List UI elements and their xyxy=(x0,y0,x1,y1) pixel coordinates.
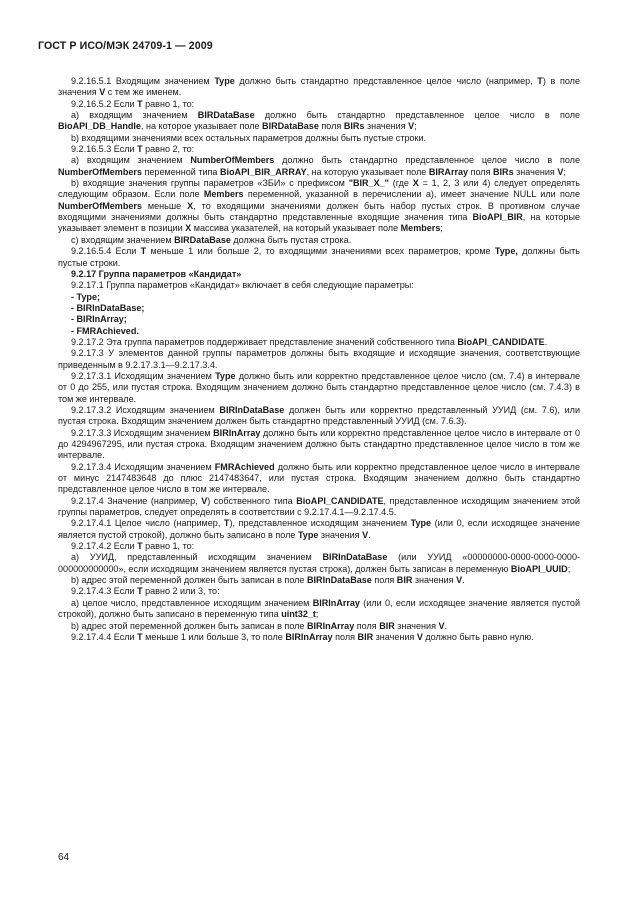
bold-text-run: BIR xyxy=(396,575,413,586)
text-run: 9.2.17.4.4 Если xyxy=(71,631,138,642)
text-run: переменной типа xyxy=(141,166,220,177)
text-run: должны быть пустые строки. xyxy=(58,246,580,268)
bold-text-run: BIRInDataBase xyxy=(322,552,388,563)
bold-text-run: V xyxy=(416,631,423,642)
bold-text-run: V xyxy=(99,87,106,98)
text-run: b) адрес этой переменной должен быть записан в поле xyxy=(71,575,307,586)
page-number: 64 xyxy=(58,852,70,863)
bold-text-run: BIRInDataBase xyxy=(306,575,372,586)
bold-text-run: Members xyxy=(400,223,441,234)
text-run: , представленное исходящим значением этой группы параметров, следует определять в соответствии с 9.2.17.4.1—9.2.17.4.5. xyxy=(58,495,580,518)
bold-text-run: T xyxy=(223,518,230,529)
bold-text-run: Type xyxy=(410,518,432,529)
text-run: b) входящими значениями всех остальных параметров должны быть пустые строки. xyxy=(71,132,427,143)
paragraph xyxy=(58,292,580,303)
text-run: ; xyxy=(567,563,571,574)
bold-text-run: T xyxy=(537,76,543,86)
bold-text-run: V xyxy=(362,529,369,540)
paragraph xyxy=(58,326,580,337)
bold-text-run: NumberOfMembers xyxy=(190,155,275,166)
bold-text-run: "BIR_X_" xyxy=(348,178,389,189)
bold-text-run: Type xyxy=(214,76,235,86)
bold-text-run: 9.2.17 Группа параметров «Кандидат» xyxy=(71,268,242,279)
text-run: 9.2.17.3.1 Исходящим значением xyxy=(71,370,216,381)
text-run: поля xyxy=(371,575,397,586)
paragraph xyxy=(58,144,580,155)
text-run: значения xyxy=(412,575,457,586)
text-run: поля xyxy=(468,166,493,177)
bold-text-run: - BIRInArray; xyxy=(71,314,127,325)
paragraph xyxy=(58,586,580,597)
paragraph xyxy=(58,371,580,405)
bold-text-run: T xyxy=(137,541,143,552)
bold-text-run: BioAPI_BIR_ARRAY xyxy=(219,166,307,177)
bold-text-run: BIRInArray xyxy=(306,620,355,631)
bold-text-run: BIRs xyxy=(343,121,365,132)
bold-text-run: - Type; xyxy=(71,291,100,302)
bold-text-run: FMRAchieved xyxy=(214,461,275,472)
text-run: должно быть или корректно представленное целое число в интервале от минус 2147483648 до плюс 2147483647, или пустая строка. Входящим значением должно быть стандартно представленное целое число в том же интервале. xyxy=(58,461,580,495)
text-run: поля xyxy=(354,620,380,631)
text-run: (где xyxy=(388,178,413,189)
text-run: 9.2.16.5.3 Если xyxy=(71,144,138,155)
bold-text-run: BIRArray xyxy=(428,166,469,177)
bold-text-run: T xyxy=(137,144,143,155)
paragraph xyxy=(58,303,580,314)
paragraph xyxy=(58,246,580,269)
text-run: . xyxy=(444,620,448,631)
bold-text-run: BIRDataBase xyxy=(197,110,255,121)
bold-text-run: BioAPI_BIR xyxy=(472,212,523,223)
bold-text-run: Members xyxy=(203,189,244,200)
text-run: значения xyxy=(373,631,417,642)
text-run: а) входящим значением xyxy=(71,155,191,166)
text-run: с тем же именем. xyxy=(105,87,182,98)
bold-text-run: V xyxy=(201,495,208,506)
text-run: с) входящим значением xyxy=(71,234,175,245)
text-run: ) в поле значения xyxy=(58,76,580,98)
paragraph xyxy=(58,496,580,519)
text-run: . xyxy=(368,529,371,540)
text-run: должна быть пустая строка. xyxy=(230,234,352,245)
text-run: а) УУИД, представленный исходящим значением xyxy=(71,552,323,563)
text-run: должен быть или корректно представленный УУИД (см. 7.6), или пустая строка. Входящим значением должен быть стандартно представленный УУИД (см. 7.6.3). xyxy=(58,404,580,427)
paragraph xyxy=(58,269,580,280)
text-run: 9.2.17.3.4 Исходящим значением xyxy=(71,461,215,472)
text-run: ; xyxy=(563,166,566,177)
paragraph xyxy=(58,110,580,133)
paragraph xyxy=(58,235,580,246)
text-run: равно 2, то: xyxy=(142,144,195,155)
text-run: а) входящим значением xyxy=(71,110,198,121)
text-run: должно быть стандартно представленное целое число (например, xyxy=(234,76,538,86)
text-run: значения xyxy=(513,166,558,177)
paragraph xyxy=(58,428,580,462)
text-run: = 1, 2, 3 или 4) следует определять следующим образом. Если поле xyxy=(58,178,580,200)
text-run: 9.2.17.1 Группа параметров «Кандидат» включает в себя следующие параметры: xyxy=(71,280,414,291)
bold-text-run: BIRInArray xyxy=(312,597,360,608)
paragraph xyxy=(58,178,580,235)
text-run: ; xyxy=(315,609,319,620)
page-header: ГОСТ Р ИСО/МЭК 24709-1 — 2009 xyxy=(38,40,213,52)
text-run: . xyxy=(462,575,465,586)
bold-text-run: BIRs xyxy=(493,166,514,177)
paragraph xyxy=(58,155,580,178)
bold-text-run: BioAPI_DB_Handle xyxy=(58,121,141,132)
paragraph xyxy=(58,280,580,291)
bold-text-run: V xyxy=(408,121,415,132)
bold-text-run: X xyxy=(187,200,194,211)
bold-text-run: BIRInArray xyxy=(285,631,333,642)
bold-text-run: NumberOfMembers xyxy=(58,166,142,177)
paragraph xyxy=(58,76,580,99)
bold-text-run: Type, xyxy=(494,246,518,257)
text-run: 9.2.17.4 Значение (например, xyxy=(71,495,202,506)
text-run: ) собственного типа xyxy=(207,495,297,506)
document-body xyxy=(58,76,580,643)
text-run: 9.2.17.3 У элементов данной группы параметров должны быть входящие и исходящие значения, соответствующие приведенным в 9.2.17.3.1—9.2.17.3.4. xyxy=(58,348,580,370)
text-run: поля xyxy=(332,631,358,642)
bold-text-run: X xyxy=(412,178,419,189)
text-run: , на которые указывает элемент в позиции xyxy=(58,212,580,234)
text-run: 9.2.16.5.2 Если xyxy=(71,98,138,109)
text-run: 9.2.17.3.2 Исходящим значением xyxy=(71,404,220,415)
text-run: значения xyxy=(394,620,439,631)
bold-text-run: T xyxy=(140,246,147,257)
text-run: 9.2.16.5.1 Входящим значением xyxy=(71,76,215,86)
bold-text-run: BIRDataBase xyxy=(262,121,319,132)
paragraph xyxy=(58,99,580,110)
bold-text-run: T xyxy=(137,586,143,597)
bold-text-run: Type xyxy=(215,370,236,381)
text-run: (или 0, если исходящее значение является пустой строкой), должно быть записано в поле xyxy=(58,518,580,540)
bold-text-run: BioAPI_CANDIDATE xyxy=(457,336,545,347)
text-run: b) адрес этой переменной должен быть записан в поле xyxy=(71,620,307,631)
bold-text-run: BioAPI_CANDIDATE xyxy=(296,495,384,506)
bold-text-run: BIR xyxy=(357,631,374,642)
paragraph xyxy=(58,314,580,325)
bold-text-run: - FMRAchieved. xyxy=(71,325,139,336)
text-run: . xyxy=(544,336,548,347)
bold-text-run: Type xyxy=(297,529,319,540)
text-run: 9.2.17.4.1 Целое число (например, xyxy=(71,518,224,529)
text-run: равно 2 или 3, то: xyxy=(142,586,220,597)
bold-text-run: V xyxy=(557,166,564,177)
paragraph xyxy=(58,518,580,541)
text-run: должно быть стандартно представленное целое число в поле xyxy=(274,155,580,166)
paragraph xyxy=(58,405,580,428)
bold-text-run: BIRInDataBase xyxy=(219,404,285,415)
bold-text-run: - BIRInDataBase; xyxy=(71,302,145,313)
paragraph xyxy=(58,598,580,621)
text-run: (или УУИД «00000000-0000-0000-0000-000000000000», если исходящим значением является пустая строка), должен быть записан в переменную xyxy=(58,552,580,574)
bold-text-run: T xyxy=(137,98,143,109)
text-run: равно 1, то: xyxy=(142,98,195,109)
text-run: меньше 1 или больше 3, то поле xyxy=(142,631,286,642)
paragraph xyxy=(58,552,580,575)
text-run: значения xyxy=(364,121,409,132)
text-run: должно быть или корректно представленное целое число в интервале от 0 до 4294967295, или пустая строка. Входящим значением должно быть стандартно представленное целое число в том же интервале. xyxy=(58,427,580,461)
text-run: должно быть равно нулю. xyxy=(422,631,534,642)
text-run: ; xyxy=(440,223,443,234)
text-run: поля xyxy=(318,121,344,132)
paragraph xyxy=(58,541,580,552)
paragraph xyxy=(58,575,580,586)
text-run: , на которую указывает поле xyxy=(306,166,429,177)
text-run: а) целое число, представленное исходящим значением xyxy=(71,597,313,608)
text-run: ; xyxy=(414,121,417,132)
bold-text-run: BIRInArray xyxy=(213,427,261,438)
text-run: ), представленное исходящим значением xyxy=(229,518,411,529)
text-run: должно быть или корректно представленное целое число (см. 7.4) в интервале от 0 до 255, или пустая строка. Входящим значением должно быть стандартно представленное целое число (см. 7.4.3) в том же интервале. xyxy=(58,370,581,404)
text-run: меньше xyxy=(141,200,188,211)
bold-text-run: BioAPI_UUID xyxy=(510,563,568,574)
paragraph xyxy=(58,133,580,144)
text-run: 9.2.17.4.3 Если xyxy=(71,586,138,597)
bold-text-run: uint32_t xyxy=(281,609,316,620)
bold-text-run: NumberOfMembers xyxy=(58,200,142,211)
bold-text-run: BIRDataBase xyxy=(174,234,231,245)
paragraph xyxy=(58,621,580,632)
text-run: должно быть стандартно представленное целое число в поле xyxy=(254,110,581,121)
text-run: 9.2.17.4.2 Если xyxy=(71,541,138,552)
bold-text-run: X xyxy=(185,223,192,234)
text-run: b) входящие значения группы параметров «ЗБИ» с префиксом xyxy=(71,178,349,189)
paragraph xyxy=(58,632,580,643)
bold-text-run: V xyxy=(456,575,463,586)
paragraph xyxy=(58,462,580,496)
text-run: 9.2.17.2 Эта группа параметров поддерживает представление значений собственного типа xyxy=(71,336,458,347)
bold-text-run: BIR xyxy=(379,620,395,631)
text-run: равно 1, то: xyxy=(142,541,195,552)
text-run: 9.2.16.5.4 Если xyxy=(71,246,141,257)
text-run: массива указателей, на который указывает поле xyxy=(191,223,401,234)
text-run: , на которое указывает поле xyxy=(140,121,263,132)
text-run: 9.2.17.3.3 Исходящим значением xyxy=(71,427,214,438)
text-run: , то входящими значениями должен быть набор пустых строк. В противном случае входящими значениями должны быть стандартно представленные входящие значения типа xyxy=(58,200,580,223)
paragraph xyxy=(58,348,580,371)
bold-text-run: T xyxy=(137,631,143,642)
paragraph xyxy=(58,337,580,348)
text-run: значения xyxy=(318,529,363,540)
text-run: (или 0, если исходящее значение является пустой строкой), должно быть записано в переменную типа xyxy=(58,597,580,620)
text-run: меньше 1 или больше 2, то входящими значениями всех параметров, кроме xyxy=(146,246,495,257)
text-run: переменной, указанной в перечислении а), имеет значение NULL или поле xyxy=(243,189,580,200)
bold-text-run: V xyxy=(438,620,445,631)
